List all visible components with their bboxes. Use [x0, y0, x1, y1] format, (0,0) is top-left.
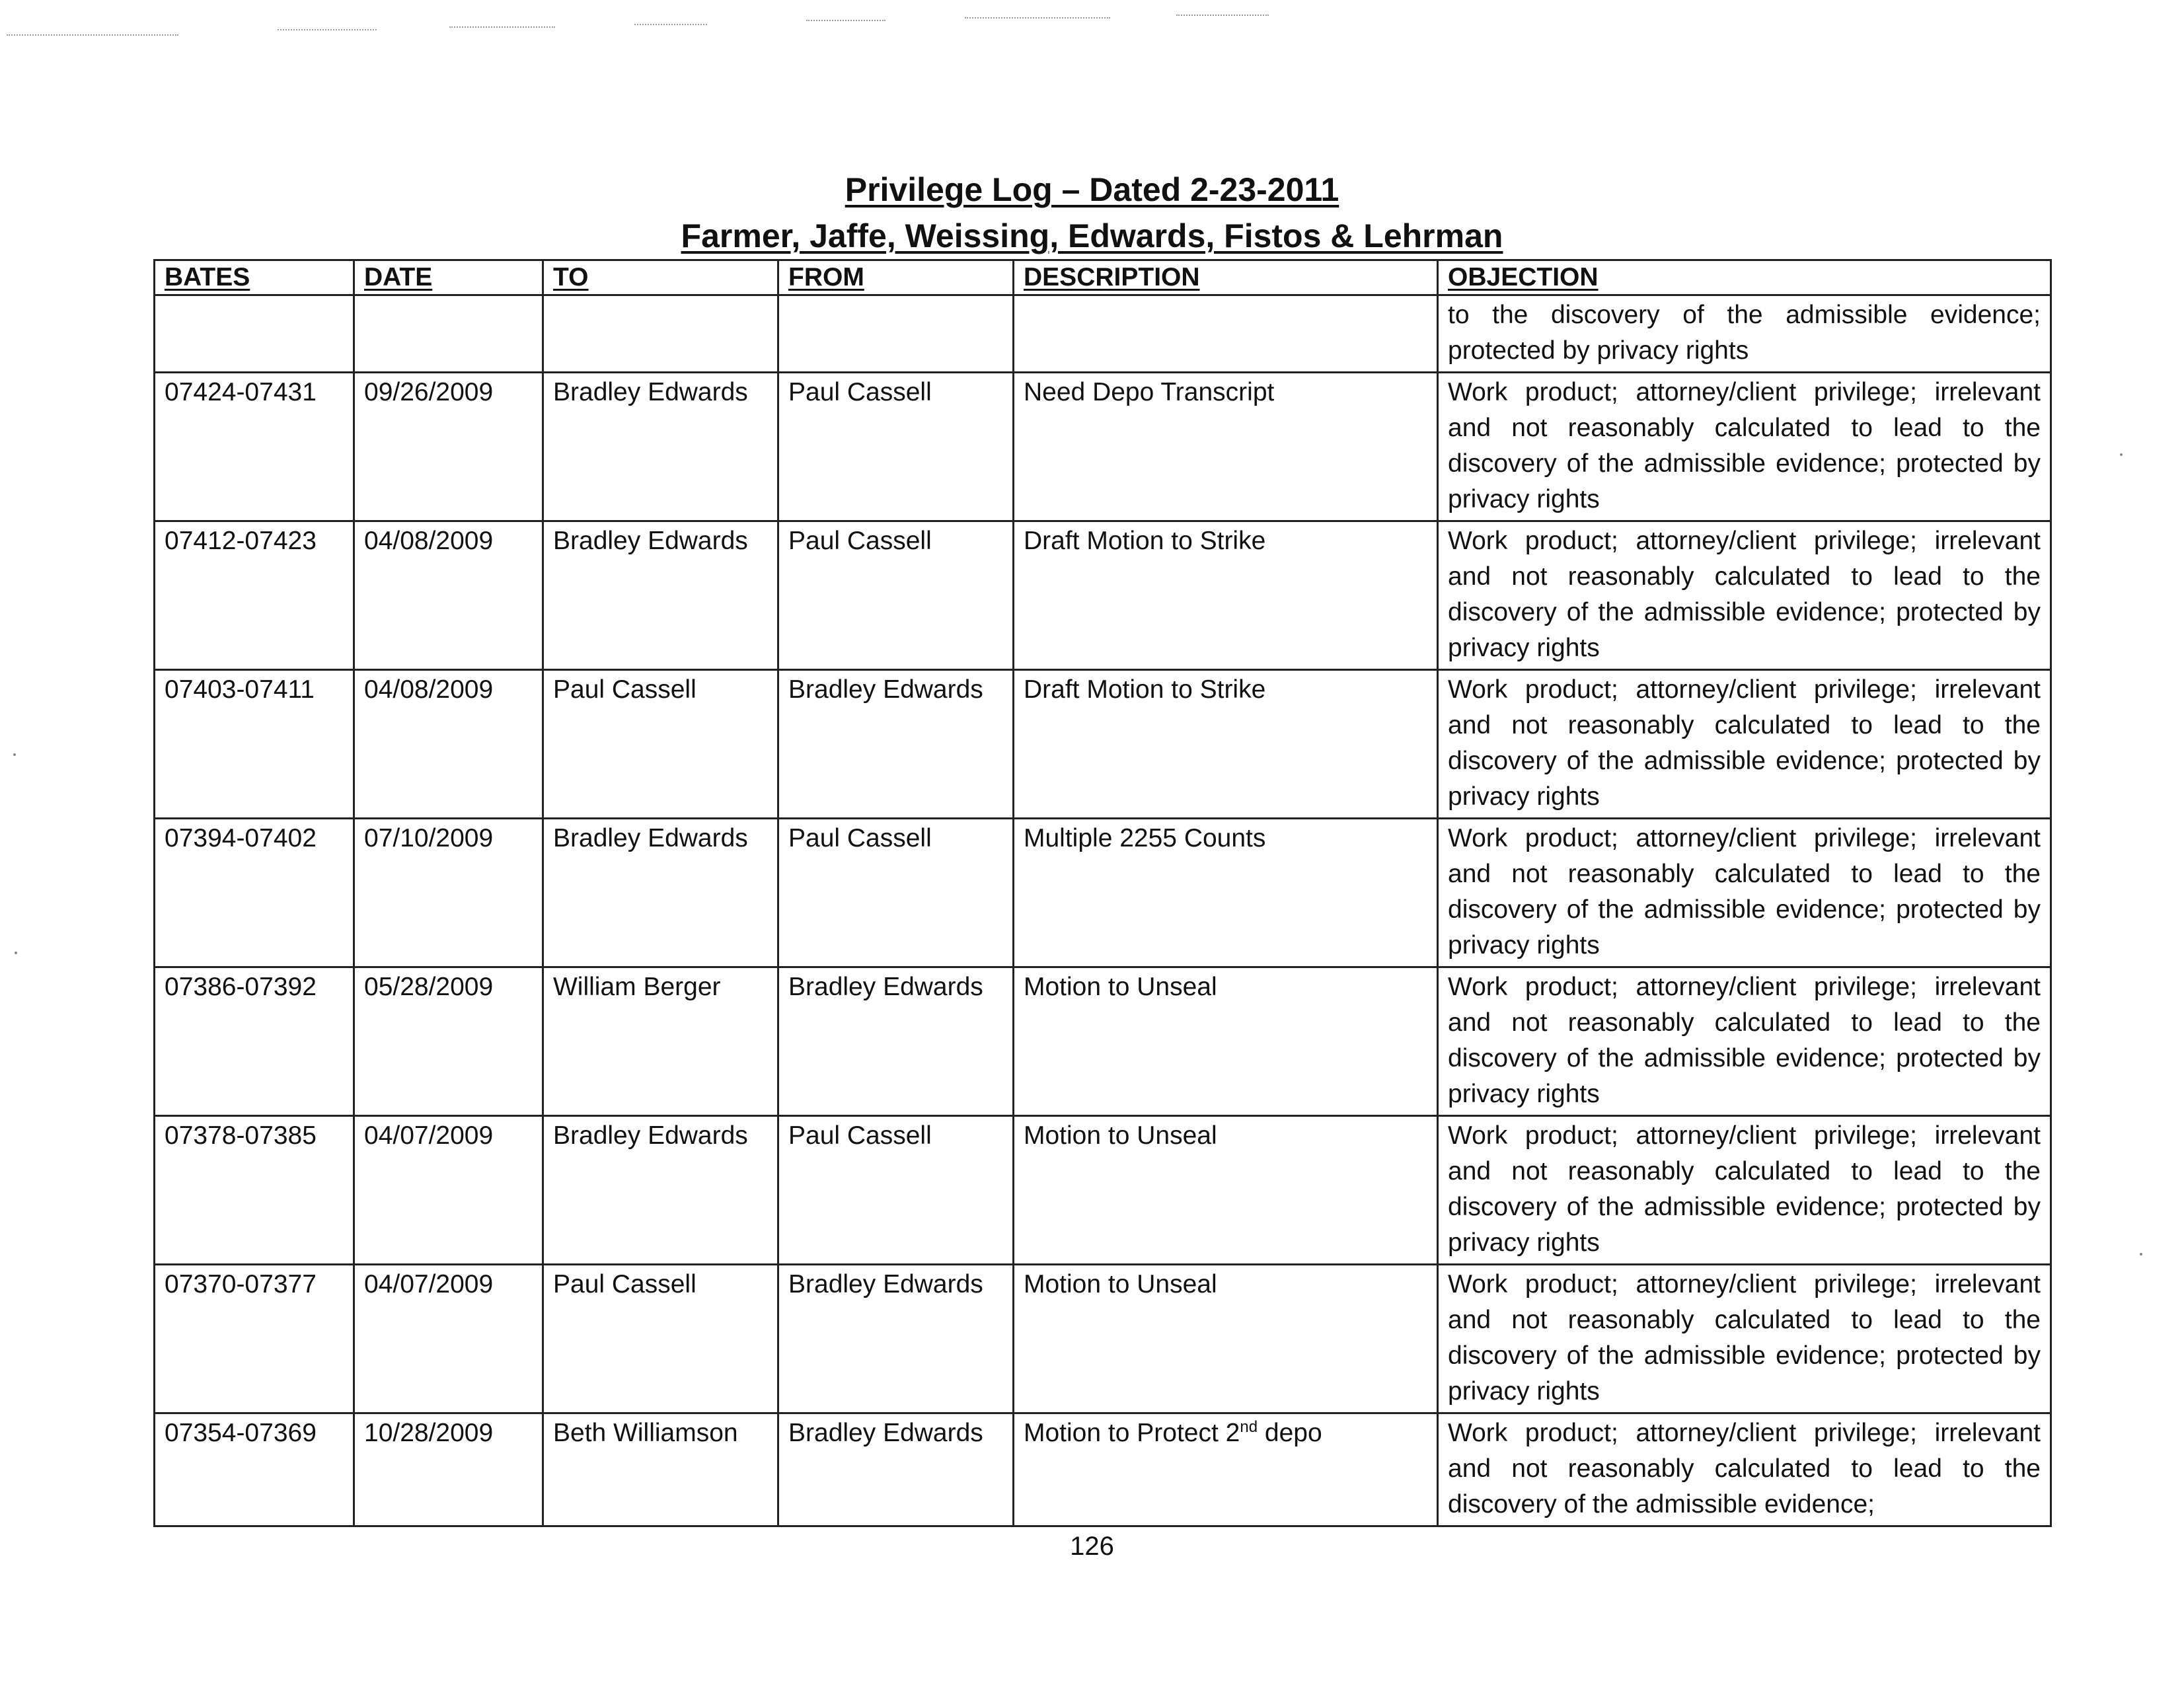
ordinal-suffix: nd	[1240, 1418, 1258, 1436]
from-cell: Bradley Edwards	[778, 670, 1014, 819]
scan-artifact	[13, 753, 16, 756]
description-cell	[1014, 1413, 1438, 1526]
date-cell: 10/28/2009	[354, 1413, 543, 1526]
scan-artifact	[806, 20, 885, 21]
document-subtitle: Farmer, Jaffe, Weissing, Edwards, Fistos & Lehrman	[681, 217, 1503, 254]
table-row	[155, 295, 2051, 373]
from-cell	[778, 295, 1014, 373]
to-cell: Beth Williamson	[543, 1413, 778, 1526]
date-cell: 05/28/2009	[354, 967, 543, 1116]
scan-artifact	[449, 26, 555, 28]
description-cell: Need Depo Transcript	[1014, 373, 1438, 521]
bates-cell: 07394-07402	[155, 819, 354, 967]
table-row	[155, 670, 2051, 819]
table-row	[155, 819, 2051, 967]
bates-cell: 07386-07392	[155, 967, 354, 1116]
scan-artifact	[634, 24, 707, 25]
date-cell: 04/07/2009	[354, 1116, 543, 1265]
description-cell: Motion to Unseal	[1014, 1265, 1438, 1413]
scan-artifact	[1176, 15, 1269, 16]
from-cell: Paul Cassell	[778, 1116, 1014, 1265]
from-cell: Bradley Edwards	[778, 1413, 1014, 1526]
objection-cell: Work product; attorney/client privilege; irrelevant and not reasonably calculated to lead to the discovery of the admissible evidence; protected by privacy rights	[1438, 967, 2051, 1116]
privilege-log-table	[153, 259, 2052, 1527]
table-row	[155, 1116, 2051, 1265]
objection-cell: Work product; attorney/client privilege; irrelevant and not reasonably calculated to lead to the discovery of the admissible evidence; protected by privacy rights	[1438, 819, 2051, 967]
to-cell: Bradley Edwards	[543, 819, 778, 967]
document-title: Privilege Log – Dated 2-23-2011	[845, 171, 1339, 208]
column-header-from: FROM	[778, 260, 1014, 295]
table-row	[155, 1265, 2051, 1413]
objection-cell: Work product; attorney/client privilege; irrelevant and not reasonably calculated to lead to the discovery of the admissible evidence; protected by privacy rights	[1438, 1265, 2051, 1413]
description-cell: Draft Motion to Strike	[1014, 521, 1438, 670]
objection-cell: Work product; attorney/client privilege; irrelevant and not reasonably calculated to lead to the discovery of the admissible evidence;	[1438, 1413, 2051, 1526]
scan-artifact	[2120, 453, 2123, 456]
bates-cell: 07354-07369	[155, 1413, 354, 1526]
page-number: 126	[1070, 1532, 1114, 1561]
date-cell: 04/08/2009	[354, 670, 543, 819]
objection-cell: Work product; attorney/client privilege; irrelevant and not reasonably calculated to lead to the discovery of the admissible evidence; protected by privacy rights	[1438, 373, 2051, 521]
to-cell	[543, 295, 778, 373]
objection-cell: to the discovery of the admissible evidence; protected by privacy rights	[1438, 295, 2051, 373]
bates-cell: 07370-07377	[155, 1265, 354, 1413]
objection-cell: Work product; attorney/client privilege; irrelevant and not reasonably calculated to lead to the discovery of the admissible evidence; protected by privacy rights	[1438, 670, 2051, 819]
date-cell: 04/07/2009	[354, 1265, 543, 1413]
scan-artifact	[2140, 1253, 2142, 1256]
to-cell: William Berger	[543, 967, 778, 1116]
column-header-objection: OBJECTION	[1438, 260, 2051, 295]
scan-artifact	[7, 34, 178, 36]
from-cell: Paul Cassell	[778, 819, 1014, 967]
description-cell: Draft Motion to Strike	[1014, 670, 1438, 819]
objection-cell: Work product; attorney/client privilege; irrelevant and not reasonably calculated to lead to the discovery of the admissible evidence; protected by privacy rights	[1438, 521, 2051, 670]
description-cell: Motion to Unseal	[1014, 967, 1438, 1116]
date-cell: 09/26/2009	[354, 373, 543, 521]
column-header-bates: BATES	[155, 260, 354, 295]
table-row	[155, 967, 2051, 1116]
description-cell: Motion to Unseal	[1014, 1116, 1438, 1265]
description-cell	[1014, 295, 1438, 373]
description-text: Motion to Protect 2	[1024, 1419, 1240, 1447]
table-row	[155, 521, 2051, 670]
bates-cell: 07403-07411	[155, 670, 354, 819]
bates-cell: 07378-07385	[155, 1116, 354, 1265]
from-cell: Paul Cassell	[778, 373, 1014, 521]
scan-artifact	[15, 952, 17, 954]
table-header-row	[155, 260, 2051, 295]
description-text: depo	[1258, 1419, 1322, 1447]
column-header-description: DESCRIPTION	[1014, 260, 1438, 295]
to-cell: Paul Cassell	[543, 670, 778, 819]
bates-cell: 07412-07423	[155, 521, 354, 670]
table-row	[155, 373, 2051, 521]
scan-artifact	[278, 29, 377, 30]
from-cell: Bradley Edwards	[778, 967, 1014, 1116]
column-header-date: DATE	[354, 260, 543, 295]
bates-cell	[155, 295, 354, 373]
scan-artifact	[965, 17, 1110, 19]
from-cell: Paul Cassell	[778, 521, 1014, 670]
objection-cell: Work product; attorney/client privilege; irrelevant and not reasonably calculated to lead to the discovery of the admissible evidence; protected by privacy rights	[1438, 1116, 2051, 1265]
from-cell: Bradley Edwards	[778, 1265, 1014, 1413]
date-cell: 04/08/2009	[354, 521, 543, 670]
table-row	[155, 1413, 2051, 1526]
date-cell	[354, 295, 543, 373]
date-cell: 07/10/2009	[354, 819, 543, 967]
to-cell: Paul Cassell	[543, 1265, 778, 1413]
to-cell: Bradley Edwards	[543, 521, 778, 670]
bates-cell: 07424-07431	[155, 373, 354, 521]
column-header-to: TO	[543, 260, 778, 295]
to-cell: Bradley Edwards	[543, 1116, 778, 1265]
to-cell: Bradley Edwards	[543, 373, 778, 521]
description-cell: Multiple 2255 Counts	[1014, 819, 1438, 967]
